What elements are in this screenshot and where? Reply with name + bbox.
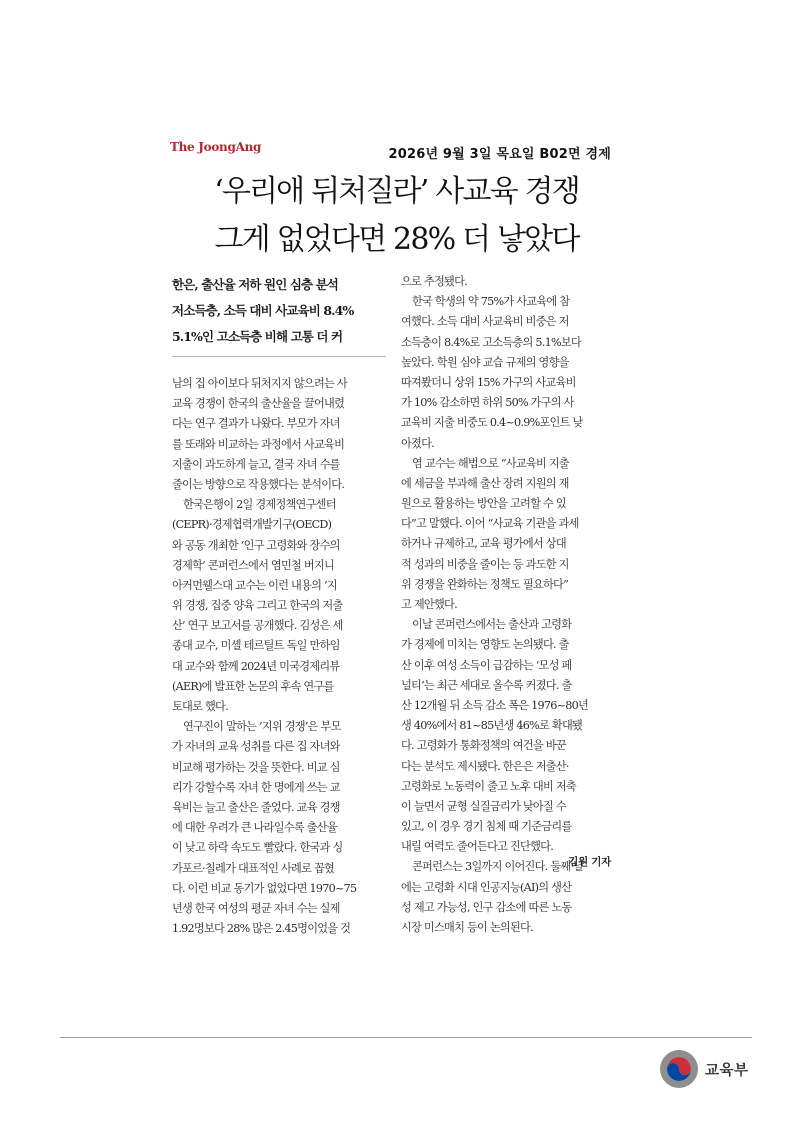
article-column-left bbox=[172, 374, 390, 939]
article-text-line: 남의 집 아이보다 뒤처지지 않으려는 사 bbox=[172, 377, 347, 390]
article-text-line: 리가 강할수록 자녀 한 명에게 쓰는 교 bbox=[172, 780, 340, 794]
article-text-line: 하거나 규제하고, 교육 평가에서 상대 bbox=[401, 537, 566, 551]
article-text-line: 지출이 과도하게 늘고, 결국 자녀 수를 bbox=[172, 457, 340, 471]
article-column-right bbox=[401, 272, 617, 938]
article-text-line: 비교해 평가하는 것을 뜻한다. 비교 심 bbox=[172, 760, 340, 774]
article-text-line: 산’ 연구 보고서를 공개했다. 김성은 세 bbox=[172, 619, 343, 633]
dateline: 2026년 9월 3일 목요일 B02면 경제 bbox=[388, 147, 611, 162]
subheadline-line-1: 한은, 출산율 저하 원인 심층 분석 bbox=[172, 277, 338, 292]
article-text-line: 산 12개월 뒤 소득 감소 폭은 1976~80년 bbox=[401, 698, 589, 712]
article-text-line: 가 자녀의 교육 성취를 다른 집 자녀와 bbox=[172, 740, 340, 754]
article-text-line: 시장 미스매치 등이 논의된다. bbox=[401, 921, 533, 934]
ministry-mark bbox=[659, 1049, 749, 1089]
article-text-line: 교육 경쟁이 한국의 출산율을 끌어내렸 bbox=[172, 397, 345, 411]
article-text-line: 콘퍼런스는 3일까지 이어진다. 둘째 날 bbox=[412, 860, 584, 874]
article-text-line: 내릴 여력도 줄어든다고 진단했다. bbox=[401, 840, 554, 854]
article-text-line: 년생 한국 여성의 평균 자녀 수는 실제 bbox=[172, 901, 340, 915]
subheadline-line-3: 5.1%인 고소득층 비해 고통 더 커 bbox=[172, 329, 343, 344]
article-text-line: 경제학’ 콘퍼런스에서 염민철 버지니 bbox=[172, 558, 335, 572]
article-text-line: 한국 학생의 약 75%가 사교육에 참 bbox=[412, 295, 570, 309]
article-text-line: 아졌다. bbox=[401, 436, 434, 450]
article-text-line: 고 제안했다. bbox=[401, 598, 457, 611]
article-text-line: 가포르·칠레가 대표적인 사례로 꼽혔 bbox=[172, 861, 335, 875]
article-text-line: 성 제고 가능성, 인구 감소에 따른 노동 bbox=[401, 900, 572, 914]
article-text-line: 이 낮고 하락 속도도 빨랐다. 한국과 싱 bbox=[172, 841, 343, 855]
article-text-line: 염 교수는 해법으로 “사교육비 지출 bbox=[412, 456, 569, 470]
footer-rule bbox=[60, 1037, 752, 1038]
article-text-line: 고령화로 노동력이 줄고 노후 대비 저축 bbox=[401, 779, 576, 793]
article-text-line: 연구진이 말하는 ‘지위 경쟁’은 부모 bbox=[183, 720, 341, 734]
article-text-line: 위 경쟁, 집중 양육 그리고 한국의 저출 bbox=[172, 599, 343, 613]
newspaper-logo: The JoongAng bbox=[170, 140, 262, 154]
article-text-line: 원으로 활용하는 방안을 고려할 수 있 bbox=[401, 497, 566, 511]
article-text-line: 가 10% 감소하면 하위 50% 가구의 사 bbox=[401, 396, 574, 410]
article-text-line: 다. 이런 비교 동기가 없었다면 1970~75 bbox=[172, 881, 357, 895]
subheadline-line-2: 저소득층, 소득 대비 사교육비 8.4% bbox=[172, 303, 354, 318]
article-text-line: 종대 교수, 미셸 테르틸트 독일 만하임 bbox=[172, 639, 340, 653]
article-text-line: 있고, 이 경우 경기 침체 때 기준금리를 bbox=[401, 820, 572, 834]
article-text-line: 가 경제에 미치는 영향도 논의됐다. 출 bbox=[401, 638, 569, 652]
headline-line-2: 그게 없었다면 28% 더 낳았다 bbox=[214, 222, 579, 257]
article-text-line: 육비는 늘고 출산은 줄었다. 교육 경쟁 bbox=[172, 800, 340, 814]
article-text-line: (AER)에 발표한 논문의 후속 연구를 bbox=[172, 679, 334, 693]
article-text-line: 위 경쟁을 완화하는 정책도 필요하다” bbox=[401, 577, 569, 591]
article-text-line: 교육비 지출 비중도 0.4~0.9%포인트 낮 bbox=[401, 416, 583, 430]
subheadline-divider bbox=[172, 356, 386, 357]
article-text-line: 에 대한 우려가 큰 나라일수록 출산율 bbox=[172, 821, 337, 835]
article-text-line: 에는 고령화 시대 인공지능(AI)의 생산 bbox=[401, 880, 572, 894]
article-text-line: 높았다. 학원 심야 교습 규제의 영향을 bbox=[401, 355, 569, 369]
headline-line-1: ‘우리애 뒤처질라’ 사교육 경쟁 bbox=[214, 174, 579, 209]
article-text-line: (CEPR)·경제협력개발기구(OECD) bbox=[172, 518, 332, 532]
article-text-line: 아커먼웰스대 교수는 이런 내용의 ‘지 bbox=[172, 578, 337, 592]
article-text-line: 따져봤더니 상위 15% 가구의 사교육비 bbox=[401, 375, 576, 389]
article-text-line: 생 40%에서 81~85년생 46%로 확대됐 bbox=[401, 719, 583, 733]
article-text-line: 다”고 말했다. 이어 “사교육 기관을 과세 bbox=[401, 517, 579, 531]
article-text-line: 를 또래와 비교하는 과정에서 사교육비 bbox=[172, 437, 345, 451]
article-text-line: 이 늘면서 균형 실질금리가 낮아질 수 bbox=[401, 799, 566, 813]
article-text-line: 줄이는 방향으로 작용했다는 분석이다. bbox=[172, 477, 345, 491]
article-text-line: 대 교수와 함께 2024년 미국경제리뷰 bbox=[172, 659, 340, 673]
article-text-line: 산 이후 여성 소득이 급감하는 ‘모성 페 bbox=[401, 658, 572, 672]
article-text-line: 토대로 했다. bbox=[172, 700, 228, 713]
article-text-line: 널티’는 최근 세대로 올수록 커졌다. 출 bbox=[401, 678, 572, 692]
article-text-line: 이날 콘퍼런스에서는 출산과 고령화 bbox=[412, 618, 572, 632]
article-text-line: 에 세금을 부과해 출산 장려 지원의 재 bbox=[401, 476, 569, 490]
article-text-line: 적 성과의 비중을 줄이는 등 과도한 지 bbox=[401, 557, 569, 571]
taegeuk-emblem-icon bbox=[659, 1049, 699, 1089]
article-text-line: 와 공동 개최한 ‘인구 고령화와 장수의 bbox=[172, 538, 340, 552]
article-text-line: 소득층이 8.4%로 고소득층의 5.1%보다 bbox=[401, 335, 581, 349]
article-text-line: 으로 추정됐다. bbox=[401, 275, 467, 288]
byline: 김원 기자 bbox=[568, 856, 611, 868]
ministry-name: 교육부 bbox=[705, 1062, 749, 1079]
article-text-line: 다는 연구 결과가 나왔다. 부모가 자녀 bbox=[172, 417, 340, 431]
article-text-line: 1.92명보다 28% 많은 2.45명이었을 것 bbox=[172, 922, 351, 936]
article-text-line: 한국은행이 2일 경제정책연구센터 bbox=[183, 498, 336, 512]
article-text-line: 다. 고령화가 통화정책의 여건을 바꾼 bbox=[401, 739, 566, 753]
article-text-line: 다는 분석도 제시됐다. 한은은 저출산· bbox=[401, 759, 569, 773]
article-text-line: 여했다. 소득 대비 사교육비 비중은 저 bbox=[401, 315, 569, 329]
